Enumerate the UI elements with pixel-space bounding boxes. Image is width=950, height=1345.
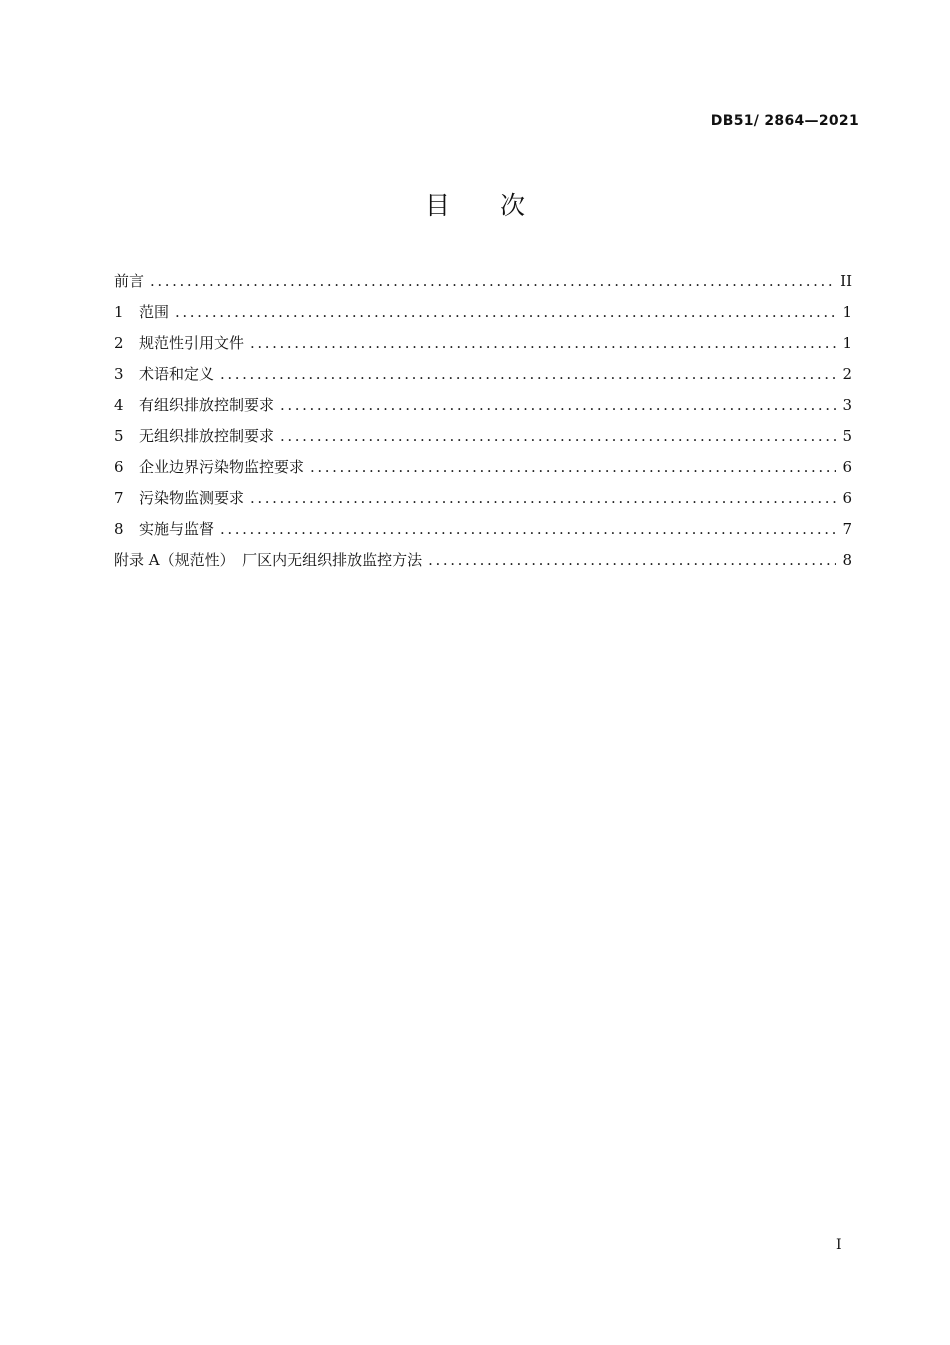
toc-item-page: 2 bbox=[842, 365, 852, 383]
toc-title-char-1: 目 bbox=[424, 191, 450, 220]
toc-item-normative-references[interactable] bbox=[114, 328, 852, 359]
toc-item-label: 有组织排放控制要求 bbox=[139, 396, 275, 414]
toc-leader-dots bbox=[280, 421, 836, 452]
toc-item-page: 6 bbox=[842, 489, 852, 507]
toc-list bbox=[114, 266, 852, 576]
toc-item-label: 实施与监督 bbox=[139, 520, 215, 538]
toc-item-page: II bbox=[840, 272, 852, 290]
toc-item-label: 前言 bbox=[114, 272, 145, 290]
toc-leader-dots bbox=[280, 390, 836, 421]
toc-item-label: 污染物监测要求 bbox=[139, 489, 245, 507]
page-number: I bbox=[836, 1237, 842, 1253]
toc-leader-dots bbox=[310, 452, 836, 483]
toc-item-page: 3 bbox=[842, 396, 852, 414]
toc-item-pollutant-monitoring[interactable] bbox=[114, 483, 852, 514]
toc-leader-dots bbox=[250, 483, 836, 514]
toc-leader-dots bbox=[220, 359, 836, 390]
toc-item-label: 无组织排放控制要求 bbox=[139, 427, 275, 445]
toc-item-terms-definitions[interactable] bbox=[114, 359, 852, 390]
toc-item-fugitive-emission[interactable] bbox=[114, 421, 852, 452]
toc-item-page: 5 bbox=[842, 427, 852, 445]
toc-item-page: 6 bbox=[842, 458, 852, 476]
toc-item-label: 范围 bbox=[139, 303, 170, 321]
toc-item-number: 6 bbox=[114, 458, 124, 476]
toc-item-foreword[interactable] bbox=[114, 266, 852, 297]
toc-item-page: 1 bbox=[842, 303, 852, 321]
toc-leader-dots bbox=[250, 328, 836, 359]
toc-item-appendix-a[interactable] bbox=[114, 545, 852, 576]
toc-leader-dots bbox=[220, 514, 836, 545]
toc-item-number: 7 bbox=[114, 489, 124, 507]
document-code: DB51/ 2864—2021 bbox=[710, 113, 859, 129]
toc-title-char-2: 次 bbox=[500, 191, 526, 220]
toc-item-boundary-monitoring[interactable] bbox=[114, 452, 852, 483]
toc-item-organized-emission[interactable] bbox=[114, 390, 852, 421]
toc-item-label: 企业边界污染物监控要求 bbox=[139, 458, 305, 476]
toc-item-number: 8 bbox=[114, 520, 124, 538]
toc-leader-dots bbox=[150, 266, 834, 297]
toc-item-page: 1 bbox=[842, 334, 852, 352]
toc-leader-dots bbox=[175, 297, 836, 328]
toc-item-number: 3 bbox=[114, 365, 124, 383]
toc-item-page: 8 bbox=[842, 551, 852, 569]
toc-item-number: 4 bbox=[114, 396, 124, 414]
toc-item-page: 7 bbox=[842, 520, 852, 538]
toc-item-label: 术语和定义 bbox=[139, 365, 215, 383]
toc-item-implementation[interactable] bbox=[114, 514, 852, 545]
toc-item-scope[interactable] bbox=[114, 297, 852, 328]
toc-item-label: 附录 A（规范性） 厂区内无组织排放监控方法 bbox=[114, 551, 423, 569]
toc-title bbox=[0, 186, 950, 222]
toc-leader-dots bbox=[428, 545, 836, 576]
toc-item-number: 2 bbox=[114, 334, 124, 352]
toc-item-number: 5 bbox=[114, 427, 124, 445]
toc-item-number: 1 bbox=[114, 303, 124, 321]
toc-item-label: 规范性引用文件 bbox=[139, 334, 245, 352]
